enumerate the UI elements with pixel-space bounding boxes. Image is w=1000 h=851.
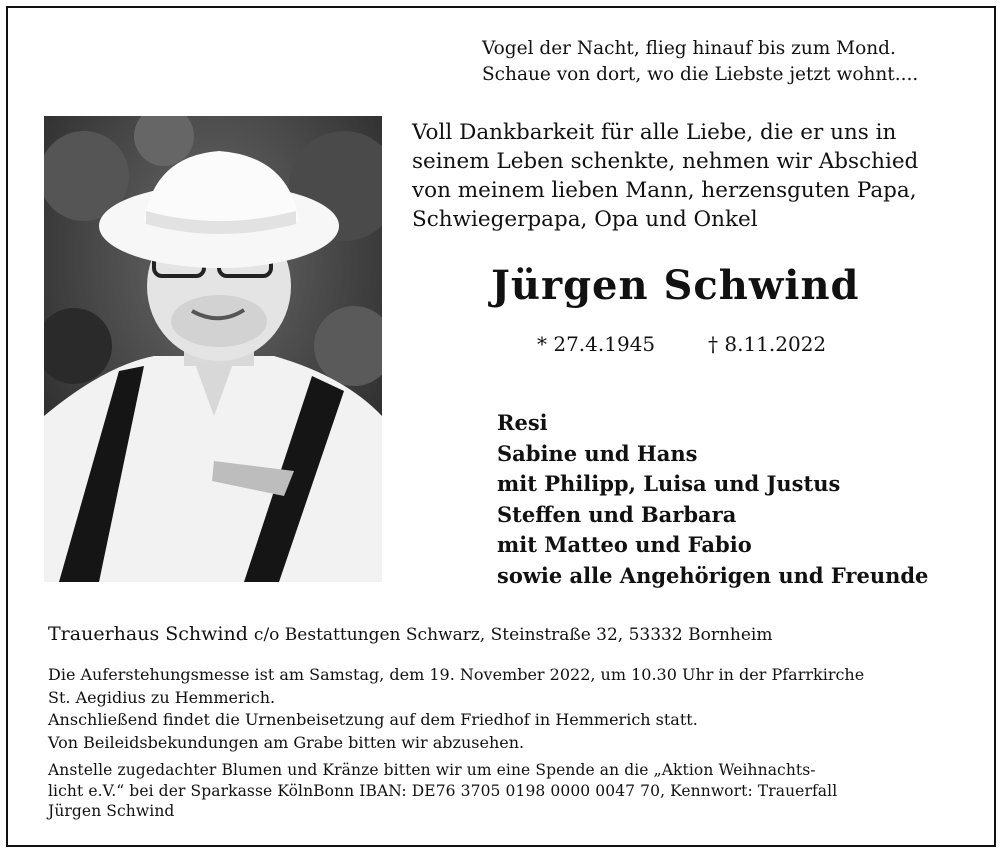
intro-line-2: seinem Leben schenkte, nehmen wir Abschied (412, 149, 919, 174)
intro-line-3: von meinem lieben Mann, herzensguten Papa, (412, 178, 917, 203)
mourning-house-label: Trauerhaus Schwind (48, 623, 248, 645)
intro-text (412, 118, 918, 234)
family-line: Resi (497, 410, 548, 435)
birth-date: * 27.4.1945 (537, 332, 656, 356)
poem-line-2: Schaue von dort, wo die Liebste jetzt wohnt.... (482, 64, 919, 85)
mourning-house (48, 623, 772, 645)
family-list (497, 408, 928, 592)
portrait-photo (44, 116, 382, 582)
family-line: Steffen und Barbara (497, 501, 737, 527)
service-info-line: St. Aegidius zu Hemmerich. (48, 687, 276, 707)
intro-line-4: Schwiegerpapa, Opa und Onkel (412, 207, 758, 232)
obituary-card (6, 6, 996, 847)
service-info-line: Von Beileidsbekundungen am Grabe bitten wir abzusehen. (48, 732, 525, 752)
service-info-line: Die Auferstehungsmesse ist am Samstag, dem 19. November 2022, um 10.30 Uhr in der Pfarrkirche (48, 665, 865, 684)
donation-line: Anstelle zugedachter Blumen und Kränze bitten wir um eine Spende an die „Aktion Weihnachts- (48, 761, 816, 779)
donation-line: licht e.V.“ bei der Sparkasse KölnBonn IBAN: DE76 3705 0198 0000 0047 70, Kennwort: Trauerfall (48, 781, 838, 800)
poem (482, 36, 918, 88)
service-info (48, 664, 864, 754)
mourning-house-address: c/o Bestattungen Schwarz, Steinstraße 32, 53332 Bornheim (253, 625, 773, 645)
family-line: mit Philipp, Luisa und Justus (497, 471, 841, 497)
donation-note (48, 760, 837, 822)
family-line: Sabine und Hans (497, 440, 698, 466)
poem-line-1: Vogel der Nacht, flieg hinauf bis zum Mond. (482, 38, 896, 59)
portrait-illustration (44, 116, 382, 582)
family-line: sowie alle Angehörigen und Freunde (497, 562, 929, 588)
intro-line-1: Voll Dankbarkeit für alle Liebe, die er uns in (412, 120, 897, 145)
service-info-line: Anschließend findet die Urnenbeisetzung auf dem Friedhof in Hemmerich statt. (48, 710, 698, 730)
family-line: mit Matteo und Fabio (497, 532, 752, 558)
donation-line: Jürgen Schwind (48, 802, 175, 820)
deceased-name: Jürgen Schwind (491, 262, 860, 309)
death-date: † 8.11.2022 (708, 332, 827, 356)
